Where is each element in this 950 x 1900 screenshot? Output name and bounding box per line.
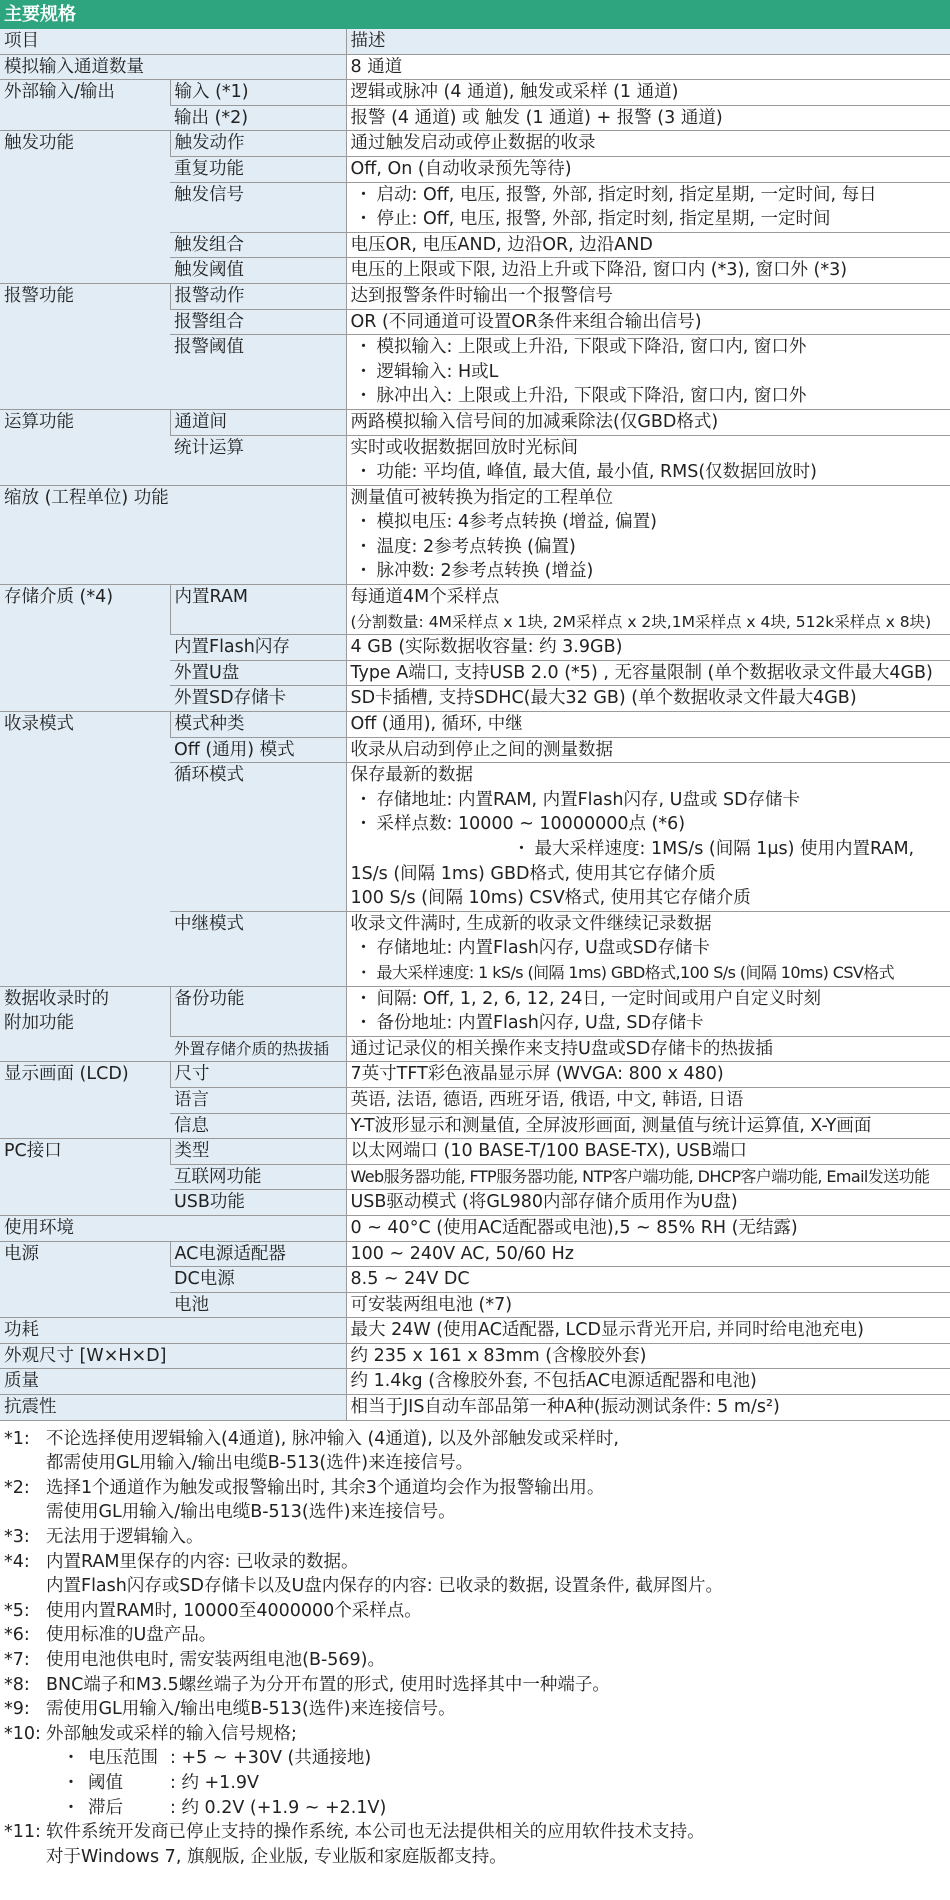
spec-subitem: 备份功能 xyxy=(170,986,346,1036)
table-row xyxy=(0,131,950,157)
bullet-text: 逻辑输入: H或L xyxy=(376,361,499,382)
spec-description-line xyxy=(351,936,950,961)
spec-description xyxy=(346,1062,950,1088)
spec-description xyxy=(346,1139,950,1165)
footnote-subitem xyxy=(0,1771,950,1796)
table-row xyxy=(0,409,950,435)
spec-description xyxy=(346,686,950,712)
footnote-text: 使用内置RAM时, 10000至4000000个采样点。 xyxy=(46,1600,422,1621)
footnote-mark: *2: xyxy=(4,1477,30,1498)
spec-category: 功耗 xyxy=(0,1318,346,1344)
spec-description-line: 约 1.4kg (含橡胶外套, 不包括AC电源适配器和电池) xyxy=(350,1371,757,1392)
footnotes xyxy=(0,1421,950,1870)
bullet-mark: ・ xyxy=(354,938,373,959)
spec-category: 电源 xyxy=(0,1241,170,1318)
spec-description-line: 测量值可被转换为指定的工程单位 xyxy=(350,487,613,508)
spec-category: 显示画面 (LCD) xyxy=(0,1062,170,1139)
footnote-line xyxy=(0,1845,950,1870)
spec-description-line: USB驱动模式 (将GL980内部存储介质用作为U盘) xyxy=(350,1192,738,1213)
footnote-line xyxy=(0,1550,950,1575)
footnote-text: 无法用于逻辑输入。 xyxy=(46,1527,204,1548)
spec-description-line: 电压的上限或下限, 边沿上升或下降沿, 窗口内 (*3), 窗口外 (*3) xyxy=(350,260,848,281)
footnote-subitem-value: : +5 ~ +30V (共通接地) xyxy=(170,1748,372,1769)
bullet-mark: ・ xyxy=(354,1013,373,1034)
spec-description-line: 通过记录仪的相关操作来支持U盘或SD存储卡的热拔插 xyxy=(350,1038,773,1059)
spec-description-line xyxy=(351,207,950,232)
bullet-text: 采样点数: 10000 ~ 10000000点 (*6) xyxy=(376,814,686,835)
footnote-text: 使用标准的U盘产品。 xyxy=(46,1625,217,1646)
footnote-line xyxy=(0,1427,950,1452)
spec-description xyxy=(346,258,950,284)
spec-description-line: Web服务器功能, FTP服务器功能, NTP客户端功能, DHCP客户端功能, Email发送功能 xyxy=(350,1166,930,1186)
spec-category: 抗震性 xyxy=(0,1395,346,1421)
footnote-line xyxy=(0,1820,950,1845)
spec-description-line xyxy=(351,510,950,535)
bullet-text: 模拟电压: 4参考点转换 (增益, 偏置) xyxy=(376,512,657,533)
footnote-mark: *7: xyxy=(4,1650,30,1670)
spec-subitem: USB功能 xyxy=(170,1190,346,1216)
bullet-text: 温度: 2参考点转换 (偏置) xyxy=(376,536,576,557)
spec-subitem: 通道间 xyxy=(170,409,346,435)
spec-category: 存储介质 (*4) xyxy=(0,585,170,712)
footnote-line xyxy=(0,1476,950,1501)
spec-description-line: Type A端口, 支持USB 2.0 (*5) , 无容量限制 (单个数据收录文件最大4GB) xyxy=(350,662,933,683)
bullet-mark: ・ xyxy=(512,839,531,859)
footnote-text: 不论选择使用逻辑输入(4通道), 脉冲输入 (4通道), 以及外部触发或采样时, xyxy=(46,1428,619,1449)
footnote-subitem-value: : 约 0.2V (+1.9 ~ +2.1V) xyxy=(170,1797,387,1818)
spec-description-line: 两路模拟输入信号间的加减乘除法(仅GBD格式) xyxy=(350,411,719,432)
bullet-text: 间隔: Off, 1, 2, 6, 12, 24日, 一定时间或用户自定义时刻 xyxy=(376,988,821,1009)
spec-category: 报警功能 xyxy=(0,283,170,409)
footnote-mark: *6: xyxy=(4,1625,30,1646)
spec-description-line: 达到报警条件时输出一个报警信号 xyxy=(350,285,613,306)
footnote-text: 软件系统开发商已停止支持的操作系统, 本公司也无法提供相关的应用软件技术支持。 xyxy=(46,1822,705,1843)
footnote-mark: *8: xyxy=(4,1674,30,1695)
spec-description xyxy=(346,986,950,1036)
spec-description-line: 可安装两组电池 (*7) xyxy=(350,1294,513,1315)
footnote-mark: *11: xyxy=(4,1822,41,1843)
bullet-mark: ・ xyxy=(62,1772,80,1793)
spec-description-line xyxy=(351,987,950,1012)
footnote-subitem xyxy=(0,1746,950,1771)
spec-description-line xyxy=(351,535,950,560)
footnote-line xyxy=(0,1500,950,1525)
spec-description-line: 1S/s (间隔 1ms) GBD格式, 使用其它存储介质 xyxy=(350,863,716,884)
bullet-mark: ・ xyxy=(354,337,373,358)
spec-description-line: 4 GB (实际数据收容量: 约 3.9GB) xyxy=(350,637,623,658)
footnote-mark: *5: xyxy=(4,1600,30,1621)
spec-description xyxy=(346,1164,950,1190)
spec-category-line: 数据收录时的 xyxy=(4,988,109,1009)
spec-description-line xyxy=(351,788,950,813)
section-title: 主要规格 xyxy=(0,0,950,29)
spec-subitem: 报警动作 xyxy=(170,283,346,309)
spec-subitem: DC电源 xyxy=(170,1267,346,1293)
spec-subitem: 互联网功能 xyxy=(170,1164,346,1190)
spec-description-line xyxy=(351,837,950,862)
spec-description-line xyxy=(351,460,950,485)
spec-description xyxy=(346,660,950,686)
spec-category: 质量 xyxy=(0,1369,346,1395)
spec-description-line: 每通道4M个采样点 xyxy=(350,587,500,608)
bullet-mark: ・ xyxy=(354,209,373,230)
spec-subitem: 中继模式 xyxy=(170,911,346,986)
spec-description xyxy=(346,1343,950,1369)
spec-table xyxy=(0,29,950,1421)
spec-description-line: 0 ~ 40°C (使用AC适配器或电池),5 ~ 85% RH (无结露) xyxy=(350,1217,798,1238)
footnote-line xyxy=(0,1599,950,1624)
footnote-subitem-value: : 约 +1.9V xyxy=(170,1772,259,1793)
footnote-text: 选择1个通道作为触发或报警输出时, 其余3个通道均会作为报警输出用。 xyxy=(46,1477,605,1498)
footnote-line xyxy=(0,1451,950,1476)
footnote-text: BNC端子和M3.5螺丝端子为分开布置的形式, 使用时选择其中一种端子。 xyxy=(46,1674,610,1695)
spec-description xyxy=(346,105,950,131)
spec-description xyxy=(346,409,950,435)
spec-description-line: 逻辑或脉冲 (4 通道), 触发或采样 (1 通道) xyxy=(350,82,679,103)
bullet-text: 备份地址: 内置Flash闪存, U盘, SD存储卡 xyxy=(376,1013,704,1034)
spec-subitem: AC电源适配器 xyxy=(170,1241,346,1267)
bullet-text: 脉冲出入: 上限或上升沿, 下限或下降沿, 窗口内, 窗口外 xyxy=(376,386,807,407)
spec-description xyxy=(346,1190,950,1216)
table-row xyxy=(0,54,950,80)
spec-description xyxy=(346,435,950,485)
spec-description xyxy=(346,1087,950,1113)
bullet-mark: ・ xyxy=(354,386,373,407)
spec-description xyxy=(346,1113,950,1139)
spec-description-line: Off (通用), 循环, 中继 xyxy=(350,714,523,735)
spec-description xyxy=(346,635,950,661)
bullet-text: 存储地址: 内置Flash闪存, U盘或SD存储卡 xyxy=(376,938,710,959)
spec-description-line: 收录文件满时, 生成新的收录文件继续记录数据 xyxy=(350,913,712,934)
spec-subitem: 触发信号 xyxy=(170,182,346,232)
footnote-text: 内置RAM里保存的内容: 已收录的数据。 xyxy=(46,1551,359,1572)
bullet-mark: ・ xyxy=(62,1748,80,1769)
spec-description-line: 8 通道 xyxy=(350,56,403,77)
spec-description xyxy=(346,1241,950,1267)
bullet-mark: ・ xyxy=(354,814,373,835)
table-row xyxy=(0,1215,950,1241)
footnote-mark: *10: xyxy=(4,1723,41,1744)
bullet-text: 最大采样速度: 1MS/s (间隔 1μs) 使用内置RAM, xyxy=(534,839,915,859)
spec-subitem: 模式种类 xyxy=(170,712,346,738)
spec-description xyxy=(346,1395,950,1421)
table-row xyxy=(0,585,950,635)
spec-category xyxy=(0,986,170,1062)
bullet-mark: ・ xyxy=(354,361,373,382)
bullet-text: 模拟输入: 上限或上升沿, 下限或下降沿, 窗口内, 窗口外 xyxy=(376,337,807,358)
spec-subitem: 触发组合 xyxy=(170,232,346,258)
spec-category: PC接口 xyxy=(0,1139,170,1216)
spec-description xyxy=(346,309,950,335)
footnote-text: 对于Windows 7, 旗舰版, 企业版, 专业版和家庭版都支持。 xyxy=(46,1846,507,1867)
spec-subitem: 报警组合 xyxy=(170,309,346,335)
header-desc: 描述 xyxy=(346,29,950,54)
spec-description-line xyxy=(351,559,950,584)
table-row xyxy=(0,1343,950,1369)
footnote-subitem-label: 滞后 xyxy=(88,1797,123,1818)
spec-subitem: 触发动作 xyxy=(170,131,346,157)
spec-category: 外部输入/输出 xyxy=(0,80,170,131)
spec-description-line xyxy=(351,812,950,837)
spec-description-line: 报警 (4 通道) 或 触发 (1 通道) + 报警 (3 通道) xyxy=(350,107,723,128)
spec-description-line: 最大 24W (使用AC适配器, LCD显示背光开启, 并同时给电池充电) xyxy=(350,1320,864,1341)
spec-description-line xyxy=(351,961,950,986)
table-row xyxy=(0,1139,950,1165)
spec-description xyxy=(346,1036,950,1062)
spec-description xyxy=(346,1267,950,1293)
spec-description xyxy=(346,911,950,986)
footnote-text: 需使用GL用输入/输出电缆B-513(选件)来连接信号。 xyxy=(46,1502,456,1523)
table-row xyxy=(0,1318,950,1344)
spec-description-line: 7英寸TFT彩色液晶显示屏 (WVGA: 800 x 480) xyxy=(350,1064,724,1085)
footnote-line xyxy=(0,1673,950,1698)
spec-subitem: 输出 (*2) xyxy=(170,105,346,131)
spec-category-line: 附加功能 xyxy=(4,1013,74,1034)
spec-category: 缩放 (工程单位) 功能 xyxy=(0,485,346,584)
table-row xyxy=(0,712,950,738)
spec-description xyxy=(346,763,950,912)
spec-description xyxy=(346,182,950,232)
spec-subitem: 电池 xyxy=(170,1292,346,1318)
table-row xyxy=(0,80,950,106)
footnote-line xyxy=(0,1697,950,1722)
spec-description-line: 实时或收据数据回放时光标间 xyxy=(350,437,578,458)
footnote-line xyxy=(0,1623,950,1648)
spec-category: 外观尺寸 [W×H×D] xyxy=(0,1343,346,1369)
bullet-mark: ・ xyxy=(354,988,373,1009)
spec-subitem: 信息 xyxy=(170,1113,346,1139)
spec-description xyxy=(346,335,950,410)
footnote-line xyxy=(0,1525,950,1550)
bullet-text: 存储地址: 内置RAM, 内置Flash闪存, U盘或 SD存储卡 xyxy=(376,789,801,810)
table-row xyxy=(0,1395,950,1421)
footnote-subitem-label: 电压范围 xyxy=(88,1748,158,1769)
spec-description-line: OR (不同通道可设置OR条件来组合输出信号) xyxy=(350,311,702,332)
spec-description-line xyxy=(351,360,950,385)
spec-description-line: 电压OR, 电压AND, 边沿OR, 边沿AND xyxy=(350,234,653,255)
bullet-text: 启动: Off, 电压, 报警, 外部, 指定时刻, 指定星期, 一定时间, 每日 xyxy=(376,184,877,205)
spec-description-line: 保存最新的数据 xyxy=(350,765,473,786)
spec-subitem: 内置Flash闪存 xyxy=(170,635,346,661)
footnote-line xyxy=(0,1574,950,1599)
spec-subitem: 类型 xyxy=(170,1139,346,1165)
spec-description-line: 100 ~ 240V AC, 50/60 Hz xyxy=(350,1243,574,1264)
table-row xyxy=(0,1241,950,1267)
bullet-mark: ・ xyxy=(354,184,373,205)
spec-description-line: 以太网端口 (10 BASE-T/100 BASE-TX), USB端口 xyxy=(350,1141,748,1162)
footnote-subitem xyxy=(0,1796,950,1821)
footnote-mark: *1: xyxy=(4,1428,30,1449)
spec-subitem: 循环模式 xyxy=(170,763,346,912)
spec-description-line: 相当于JIS自动车部品第一种A种(振动测试条件: 5 m/s²) xyxy=(350,1397,780,1418)
footnote-mark: *4: xyxy=(4,1551,30,1572)
table-row xyxy=(0,485,950,584)
footnote-mark: *3: xyxy=(4,1527,30,1548)
spec-category: 运算功能 xyxy=(0,409,170,485)
spec-description-line: 8.5 ~ 24V DC xyxy=(350,1269,470,1290)
table-row xyxy=(0,283,950,309)
spec-description-line xyxy=(351,1011,950,1036)
spec-subitem: 外置存储介质的热拔插 xyxy=(170,1036,346,1062)
spec-description xyxy=(346,585,950,635)
spec-subitem: 语言 xyxy=(170,1087,346,1113)
spec-description xyxy=(346,737,950,763)
table-row xyxy=(0,1062,950,1088)
spec-subitem: Off (通用) 模式 xyxy=(170,737,346,763)
spec-description-line: 收录从启动到停止之间的测量数据 xyxy=(350,739,613,760)
table-row xyxy=(0,986,950,1036)
spec-description-line: 通过触发启动或停止数据的收录 xyxy=(350,133,596,154)
footnote-text: 都需使用GL用输入/输出电缆B-513(选件)来连接信号。 xyxy=(46,1453,474,1474)
footnote-text: 外部触发或采样的输入信号规格; xyxy=(46,1723,297,1744)
spec-description xyxy=(346,1215,950,1241)
spec-description-line: 约 235 x 161 x 83mm (含橡胶外套) xyxy=(350,1345,647,1366)
bullet-mark: ・ xyxy=(354,512,373,533)
bullet-mark: ・ xyxy=(354,462,373,483)
footnote-text: 使用电池供电时, 需安装两组电池(B-569)。 xyxy=(46,1650,386,1670)
spec-description-line xyxy=(351,183,950,208)
spec-description xyxy=(346,80,950,106)
bullet-text: 功能: 平均值, 峰值, 最大值, 最小值, RMS(仅数据回放时) xyxy=(376,462,817,483)
spec-description xyxy=(346,1292,950,1318)
spec-subitem: 尺寸 xyxy=(170,1062,346,1088)
spec-subitem: 触发阈值 xyxy=(170,258,346,284)
footnote-mark: *9: xyxy=(4,1699,30,1720)
spec-description-line: Off, On (自动收录预先等待) xyxy=(350,158,572,179)
spec-description xyxy=(346,54,950,80)
spec-subitem: 统计运算 xyxy=(170,435,346,485)
bullet-mark: ・ xyxy=(354,536,373,557)
spec-subitem: 报警阈值 xyxy=(170,335,346,410)
bullet-text: 停止: Off, 电压, 报警, 外部, 指定时刻, 指定星期, 一定时间 xyxy=(376,209,831,230)
spec-description xyxy=(346,1369,950,1395)
spec-subitem: 外置U盘 xyxy=(170,660,346,686)
spec-subitem: 内置RAM xyxy=(170,585,346,635)
bullet-mark: ・ xyxy=(354,789,373,810)
spec-category: 模拟输入通道数量 xyxy=(0,54,346,80)
footnote-line xyxy=(0,1722,950,1747)
bullet-mark: ・ xyxy=(354,561,373,582)
footnote-text: 需使用GL用输入/输出电缆B-513(选件)来连接信号。 xyxy=(46,1699,456,1720)
spec-description-line xyxy=(351,384,950,409)
spec-description-line: SD卡插槽, 支持SDHC(最大32 GB) (单个数据收录文件最大4GB) xyxy=(350,688,857,709)
spec-description-line: 英语, 法语, 德语, 西班牙语, 俄语, 中文, 韩语, 日语 xyxy=(350,1089,744,1110)
bullet-text: 最大采样速度: 1 kS/s (间隔 1ms) GBD格式,100 S/s (间隔 10ms) CSV格式 xyxy=(376,962,895,982)
spec-description-line xyxy=(351,335,950,360)
header-item: 项目 xyxy=(0,29,346,54)
spec-subitem: 外置SD存储卡 xyxy=(170,686,346,712)
spec-description xyxy=(346,485,950,584)
spec-subitem: 输入 (*1) xyxy=(170,80,346,106)
footnote-line xyxy=(0,1648,950,1673)
spec-description xyxy=(346,1318,950,1344)
table-header-row xyxy=(0,29,950,54)
bullet-mark: ・ xyxy=(355,962,372,982)
bullet-mark: ・ xyxy=(62,1797,80,1818)
spec-category: 收录模式 xyxy=(0,712,170,987)
spec-description-line: (分割数量: 4M采样点 x 1块, 2M采样点 x 2块,1M采样点 x 4块, 512k采样点 x 8块) xyxy=(350,612,932,631)
table-row xyxy=(0,1369,950,1395)
footnote-text: 内置Flash闪存或SD存储卡以及U盘内保存的内容: 已收录的数据, 设置条件, 截屏图片。 xyxy=(46,1576,723,1597)
spec-description-line: Y-T波形显示和测量值, 全屏波形画面, 测量值与统计运算值, X-Y画面 xyxy=(350,1115,872,1136)
spec-description xyxy=(346,232,950,258)
spec-description xyxy=(346,283,950,309)
spec-description-line: 100 S/s (间隔 10ms) CSV格式, 使用其它存储介质 xyxy=(350,888,751,909)
spec-subitem: 重复功能 xyxy=(170,156,346,182)
spec-description xyxy=(346,712,950,738)
spec-description xyxy=(346,131,950,157)
spec-description xyxy=(346,156,950,182)
spec-category: 使用环境 xyxy=(0,1215,346,1241)
spec-category: 触发功能 xyxy=(0,131,170,284)
footnote-subitem-label: 阈值 xyxy=(88,1772,123,1793)
bullet-text: 脉冲数: 2参考点转换 (增益) xyxy=(376,561,594,582)
